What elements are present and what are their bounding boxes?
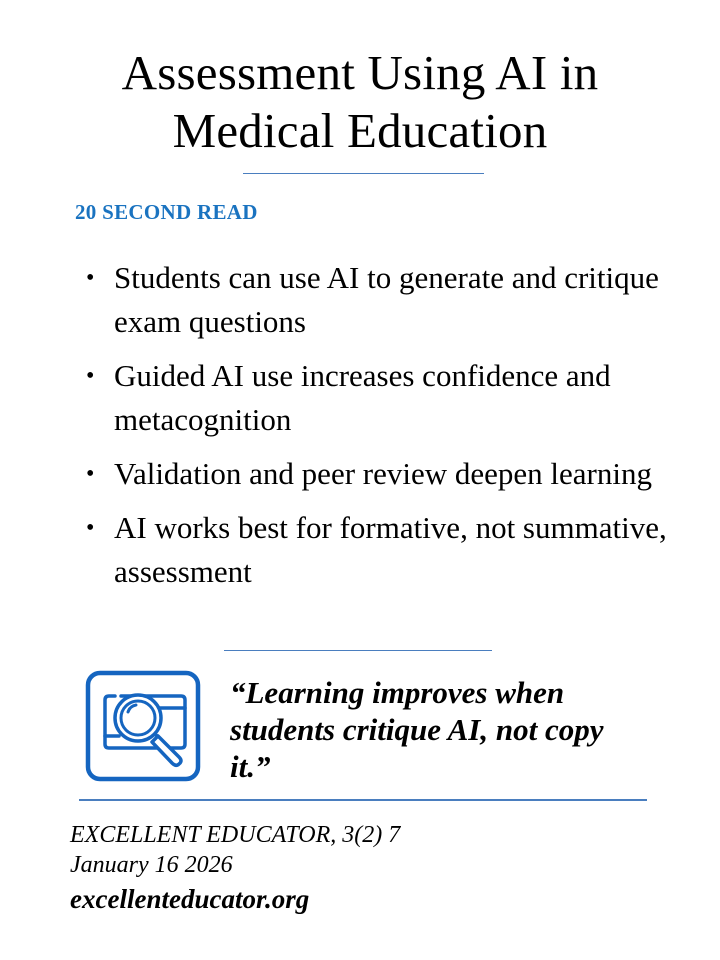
list-item-text: Validation and peer review deepen learning <box>114 456 652 491</box>
list-item <box>84 354 674 442</box>
bullet-icon: • <box>86 363 95 389</box>
list-item <box>84 452 674 496</box>
list-item-text: Guided AI use increases confidence and metacognition <box>114 358 611 437</box>
key-points-list <box>84 256 674 604</box>
bullet-icon: • <box>86 461 95 487</box>
title-line-2: Medical Education <box>172 103 548 158</box>
title-line-1: Assessment Using AI in <box>121 45 599 100</box>
website-link[interactable]: excellenteducator.org <box>70 884 310 914</box>
list-item-text: Students can use AI to generate and critique exam questions <box>114 260 659 339</box>
list-item <box>84 256 674 344</box>
journal-citation: EXCELLENT EDUCATOR, 3(2) 7 <box>70 822 401 848</box>
pull-quote: “Learning improves when students critique AI, not copy it.” <box>230 675 604 784</box>
publication-date: January 16 2026 <box>70 852 233 878</box>
footer-divider <box>79 799 647 801</box>
list-item <box>84 506 674 594</box>
magnifier-over-screen-icon <box>85 670 201 782</box>
read-time-label: 20 SECOND READ <box>75 200 258 224</box>
bullet-icon: • <box>86 515 95 541</box>
bullet-icon: • <box>86 265 95 291</box>
page-title <box>0 44 720 160</box>
list-item-text: AI works best for formative, not summative, assessment <box>114 510 667 589</box>
quote-divider <box>224 650 492 651</box>
citation-footer <box>70 820 400 918</box>
title-divider <box>243 173 484 174</box>
